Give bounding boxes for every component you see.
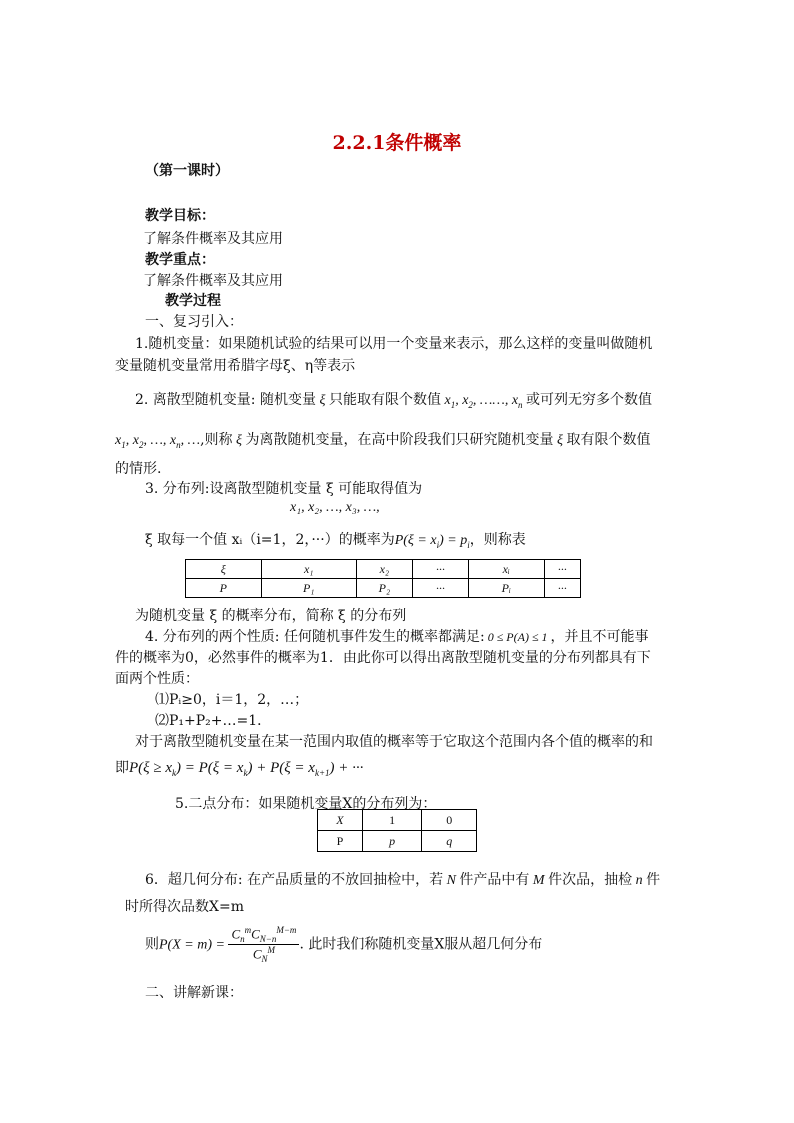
p6-line2: 时所得次品数X=m	[125, 899, 244, 915]
table-cell: xᵢ	[468, 560, 544, 579]
goal-heading: 教学目标：	[145, 208, 215, 224]
table-cell: x₂	[356, 560, 412, 579]
lesson-label: （第一课时）	[145, 163, 229, 179]
p4-prop1: ⑴Pᵢ≥0，i＝1，2，…；	[155, 692, 309, 708]
table-cell: ···	[544, 579, 580, 598]
p2-line1: 2. 离散型随机变量: 随机变量 ξ 只能取有限个数值 $x_1$, $x_2$, ……, $x_n$ 或可列无穷多个数值	[135, 392, 653, 410]
page-title: 2.2.1条件概率	[332, 132, 462, 154]
table-row	[186, 560, 581, 579]
table-cell: ξ	[186, 560, 262, 579]
p4-prop2: ⑵P₁+P₂+…=1．	[155, 713, 272, 729]
table-cell: ···	[412, 579, 468, 598]
table-cell: q	[422, 831, 477, 852]
p4-line2: 件的概率为0，必然事件的概率为1．由此你可以得出离散型随机变量的分布列都具有下	[115, 650, 651, 666]
table-cell: P	[318, 831, 363, 852]
p5-text: 5.二点分布：如果随机变量X的分布列为：	[175, 796, 437, 812]
table-cell: P₂	[356, 579, 412, 598]
focus-heading: 教学重点：	[145, 252, 215, 268]
table-cell: P₁	[261, 579, 356, 598]
two-point-table	[317, 809, 477, 852]
p2-line2: $x_1$, $x_2$, …, $x_n$, …,则称 ξ 为离散随机变量，在高中阶段我们只研究随机变量 ξ 取有限个数值	[115, 432, 651, 450]
process-heading: 教学过程	[165, 293, 221, 309]
goal-text: 了解条件概率及其应用	[143, 231, 283, 247]
table-cell: X	[318, 810, 363, 831]
table-cell: Pᵢ	[468, 579, 544, 598]
table-cell: P	[186, 579, 262, 598]
p4-line1: 4. 分布列的两个性质: 任何随机事件发生的概率都满足: 0 ≤ P(A) ≤ 1 ，并且不可能事	[145, 629, 649, 645]
table-cell: p	[362, 831, 421, 852]
table-cell: ···	[412, 560, 468, 579]
table-row	[186, 579, 581, 598]
table-cell: x₁	[261, 560, 356, 579]
p1-line2: 变量随机变量常用希腊字母ξ、η等表示	[115, 358, 356, 374]
p4-line3: 面两个性质：	[115, 671, 199, 687]
table-cell: 1	[362, 810, 421, 831]
p4-line6: 对于离散型随机变量在某一范围内取值的概率等于它取这个范围内各个值的概率的和	[135, 734, 653, 750]
p6-line3: 则P(X = m) = $\frac{C_n^mC_{N-n}^{M-m}}{C_N^M}$ . 此时我们称随机变量X服从超几何分布	[145, 925, 543, 964]
table-row	[318, 831, 477, 852]
p1-line1: 1.随机变量：如果随机试验的结果可以用一个变量来表示，那么这样的变量叫做随机	[135, 336, 653, 352]
p3-values: x₁, x₂, …, x₃, …,	[290, 500, 380, 515]
focus-text: 了解条件概率及其应用	[143, 273, 283, 289]
section-review: 一、复习引入：	[145, 314, 243, 330]
p3-line1: 3. 分布列:设离散型随机变量 ξ 可能取得值为	[145, 481, 423, 497]
p6-line1: 6．超几何分布: 在产品质量的不放回抽检中，若 N 件产品中有 M 件次品，抽检 n 件	[145, 872, 661, 888]
p3-line3: ξ 取每一个值 xᵢ（i=1，2，···）的概率为$P(\xi = x_i) = p_i$，则称表	[145, 532, 526, 550]
p3-after: 为随机变量 ξ 的概率分布，简称 ξ 的分布列	[135, 608, 407, 624]
p2-line3: 的情形.	[115, 461, 162, 477]
table-row	[318, 810, 477, 831]
table-cell: 0	[422, 810, 477, 831]
table-cell: ···	[544, 560, 580, 579]
section-new-lesson: 二、讲解新课：	[145, 985, 243, 1001]
distribution-table	[185, 559, 581, 598]
p4-line7: 即$P(\xi \ge x_k) = P(\xi = x_k) + P(\xi = x_{k+1})$ + ···	[115, 760, 364, 778]
hypergeometric-formula: $\frac{C_n^mC_{N-n}^{M-m}}{C_N^M}$	[228, 925, 299, 964]
